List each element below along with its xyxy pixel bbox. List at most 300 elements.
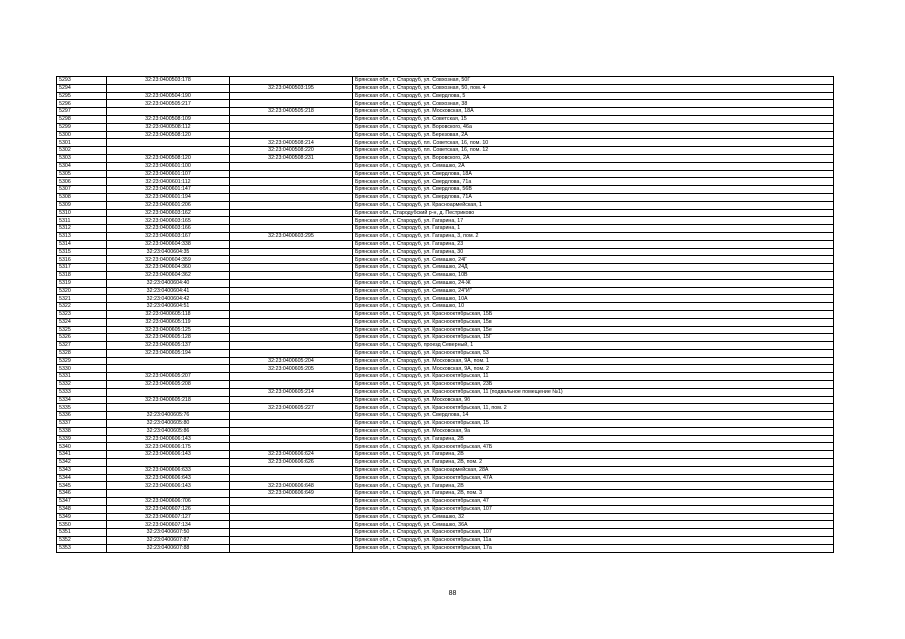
registry-table-body [57,77,834,553]
row-number-cell: 5316 [57,256,107,264]
row-number-cell: 5313 [57,232,107,240]
table-row [57,193,834,201]
row-number-cell: 5319 [57,279,107,287]
row-number-cell: 5306 [57,178,107,186]
row-number-cell: 5310 [57,209,107,217]
parcel-cadastral-number-cell [107,108,230,116]
parcel-cadastral-number-cell [107,357,230,365]
table-row [57,170,834,178]
row-number-cell: 5338 [57,427,107,435]
address-cell: Брянская обл., г. Стародуб, ул. Семашко, 2А [353,162,834,170]
address-cell: Брянская обл., г. Стародуб, проезд Северный, 1 [353,342,834,350]
address-cell: Брянская обл., г. Стародуб, ул. Гагарина, 2В, пом. 2 [353,459,834,467]
premises-cadastral-number-cell: 32:23:0400606:648 [230,482,353,490]
address-cell: Брянская обл., г. Стародуб, ул. Краснооктябрьская, 11 [353,373,834,381]
address-cell: Брянская обл., г. Стародуб, ул. Свердлова, 71а [353,178,834,186]
table-row [57,84,834,92]
address-cell: Брянская обл., г. Стародуб, ул. Краснооктябрьская, 47А [353,474,834,482]
premises-cadastral-number-cell: 32:23:0400505:218 [230,108,353,116]
parcel-cadastral-number-cell: 32:23:0400505:217 [107,100,230,108]
address-cell: Брянская обл., г. Стародуб, пл. Советская, 16, пом. 10 [353,139,834,147]
parcel-cadastral-number-cell [107,365,230,373]
table-row [57,373,834,381]
parcel-cadastral-number-cell: 32:23:0400605:119 [107,318,230,326]
parcel-cadastral-number-cell [107,147,230,155]
row-number-cell: 5331 [57,373,107,381]
premises-cadastral-number-cell [230,474,353,482]
premises-cadastral-number-cell: 32:23:0400606:649 [230,490,353,498]
premises-cadastral-number-cell [230,131,353,139]
address-cell: Брянская обл., г. Стародуб, ул. Гагарина, 2В, пом. 3 [353,490,834,498]
address-cell: Брянская обл., г. Стародуб, ул. Гагарина, 2В [353,482,834,490]
address-cell: Брянская обл., г. Стародуб, ул. Семашко, 24Д [353,264,834,272]
premises-cadastral-number-cell [230,521,353,529]
premises-cadastral-number-cell [230,537,353,545]
premises-cadastral-number-cell [230,505,353,513]
table-row [57,147,834,155]
premises-cadastral-number-cell [230,186,353,194]
premises-cadastral-number-cell [230,264,353,272]
premises-cadastral-number-cell [230,240,353,248]
address-cell: Брянская обл., г. Стародуб, ул. Совхозная, 50Г [353,77,834,85]
parcel-cadastral-number-cell: 32:23:0400603:165 [107,217,230,225]
premises-cadastral-number-cell [230,92,353,100]
premises-cadastral-number-cell [230,256,353,264]
premises-cadastral-number-cell: 32:23:0400605:204 [230,357,353,365]
parcel-cadastral-number-cell [107,388,230,396]
row-number-cell: 5318 [57,271,107,279]
row-number-cell: 5335 [57,404,107,412]
table-row [57,326,834,334]
row-number-cell: 5333 [57,388,107,396]
row-number-cell: 5341 [57,451,107,459]
premises-cadastral-number-cell [230,373,353,381]
parcel-cadastral-number-cell: 32:23:0400605:80 [107,420,230,428]
table-row [57,451,834,459]
table-row [57,482,834,490]
address-cell: Брянская обл., г. Стародуб, ул. Краснооктябрьская, 11, пом. 2 [353,404,834,412]
row-number-cell: 5304 [57,162,107,170]
table-row [57,154,834,162]
table-row [57,131,834,139]
premises-cadastral-number-cell [230,544,353,552]
row-number-cell: 5328 [57,349,107,357]
premises-cadastral-number-cell [230,420,353,428]
address-cell: Брянская обл., г. Стародуб, ул. Краснооктябрьская, 53 [353,349,834,357]
parcel-cadastral-number-cell: 32:23:0400604:338 [107,240,230,248]
premises-cadastral-number-cell [230,178,353,186]
parcel-cadastral-number-cell: 32:23:0400603:166 [107,225,230,233]
table-row [57,178,834,186]
parcel-cadastral-number-cell: 32:23:0400605:208 [107,381,230,389]
parcel-cadastral-number-cell: 32:23:0400607:127 [107,513,230,521]
row-number-cell: 5337 [57,420,107,428]
premises-cadastral-number-cell [230,123,353,131]
premises-cadastral-number-cell [230,201,353,209]
premises-cadastral-number-cell [230,225,353,233]
table-row [57,427,834,435]
table-row [57,396,834,404]
table-row [57,310,834,318]
parcel-cadastral-number-cell: 32:23:0400604:40 [107,279,230,287]
table-row [57,365,834,373]
premises-cadastral-number-cell [230,162,353,170]
table-row [57,108,834,116]
premises-cadastral-number-cell [230,77,353,85]
address-cell: Брянская обл., г. Стародуб, ул. Гагарина, 1 [353,225,834,233]
address-cell: Брянская обл., г. Стародуб, ул. Краснооктябрьская, 107 [353,529,834,537]
parcel-cadastral-number-cell: 32:23:0400508:120 [107,154,230,162]
table-row [57,505,834,513]
parcel-cadastral-number-cell: 32:23:0400604:51 [107,303,230,311]
table-row [57,271,834,279]
premises-cadastral-number-cell [230,466,353,474]
address-cell: Брянская обл., г. Стародуб, ул. Московская, 9А, пом. 2 [353,365,834,373]
row-number-cell: 5344 [57,474,107,482]
row-number-cell: 5326 [57,334,107,342]
row-number-cell: 5343 [57,466,107,474]
address-cell: Брянская обл., г. Стародуб, ул. Краснооктябрьская, 15Г [353,334,834,342]
parcel-cadastral-number-cell: 32:23:0400607:134 [107,521,230,529]
parcel-cadastral-number-cell: 32:23:0400508:120 [107,131,230,139]
premises-cadastral-number-cell [230,326,353,334]
premises-cadastral-number-cell [230,529,353,537]
table-row [57,490,834,498]
row-number-cell: 5314 [57,240,107,248]
address-cell: Брянская обл., г. Стародуб, ул. Московская, 9б [353,396,834,404]
parcel-cadastral-number-cell: 32:23:0400605:194 [107,349,230,357]
row-number-cell: 5340 [57,443,107,451]
table-row [57,443,834,451]
address-cell: Брянская обл., г. Стародуб, ул. Краснооктябрьская, 15 [353,420,834,428]
parcel-cadastral-number-cell: 32:23:0400604:362 [107,271,230,279]
premises-cadastral-number-cell [230,100,353,108]
parcel-cadastral-number-cell: 32:23:0400601:107 [107,170,230,178]
table-row [57,232,834,240]
row-number-cell: 5311 [57,217,107,225]
address-cell: Брянская обл., г. Стародуб, ул. Семашко, 10В [353,271,834,279]
row-number-cell: 5322 [57,303,107,311]
address-cell: Брянская обл., г. Стародуб, ул. Совхозная, 38 [353,100,834,108]
premises-cadastral-number-cell [230,381,353,389]
premises-cadastral-number-cell: 32:23:0400605:205 [230,365,353,373]
row-number-cell: 5317 [57,264,107,272]
row-number-cell: 5297 [57,108,107,116]
premises-cadastral-number-cell [230,310,353,318]
row-number-cell: 5336 [57,412,107,420]
row-number-cell: 5332 [57,381,107,389]
table-row [57,381,834,389]
table-row [57,201,834,209]
row-number-cell: 5349 [57,513,107,521]
row-number-cell: 5309 [57,201,107,209]
address-cell: Брянская обл., г. Стародуб, ул. Гагарина, 17 [353,217,834,225]
table-row [57,123,834,131]
parcel-cadastral-number-cell [107,490,230,498]
address-cell: Брянская обл., г. Стародуб, ул. Семашко, 24Г [353,256,834,264]
table-row [57,318,834,326]
premises-cadastral-number-cell [230,427,353,435]
row-number-cell: 5295 [57,92,107,100]
address-cell: Брянская обл., г. Стародуб, ул. Краснооктябрьская, 15е [353,326,834,334]
premises-cadastral-number-cell [230,443,353,451]
table-row [57,420,834,428]
row-number-cell: 5320 [57,287,107,295]
address-cell: Брянская обл., г. Стародуб, ул. Краснооктябрьская, 15в [353,318,834,326]
parcel-cadastral-number-cell: 32:23:0400604:360 [107,264,230,272]
table-row [57,459,834,467]
parcel-cadastral-number-cell [107,84,230,92]
row-number-cell: 5352 [57,537,107,545]
table-row [57,225,834,233]
premises-cadastral-number-cell [230,217,353,225]
premises-cadastral-number-cell: 32:23:0400508:214 [230,139,353,147]
parcel-cadastral-number-cell: 32:23:0400607:87 [107,537,230,545]
address-cell: Брянская обл., г. Стародуб, ул. Свердлова, 5 [353,92,834,100]
parcel-cadastral-number-cell: 32:23:0400605:218 [107,396,230,404]
parcel-cadastral-number-cell: 32:23:0400605:207 [107,373,230,381]
parcel-cadastral-number-cell: 32:23:0400508:109 [107,115,230,123]
parcel-cadastral-number-cell: 32:23:0400605:137 [107,342,230,350]
table-row [57,404,834,412]
row-number-cell: 5325 [57,326,107,334]
address-cell: Брянская обл., г. Стародуб, ул. Краснооктябрьская, 17а [353,544,834,552]
parcel-cadastral-number-cell: 32:23:0400606:633 [107,466,230,474]
row-number-cell: 5334 [57,396,107,404]
table-row [57,412,834,420]
parcel-cadastral-number-cell: 32:23:0400601:147 [107,186,230,194]
row-number-cell: 5353 [57,544,107,552]
premises-cadastral-number-cell: 32:23:0400508:231 [230,154,353,162]
row-number-cell: 5329 [57,357,107,365]
row-number-cell: 5324 [57,318,107,326]
row-number-cell: 5347 [57,498,107,506]
parcel-cadastral-number-cell: 32:23:0400601:194 [107,193,230,201]
address-cell: Брянская обл., г. Стародуб, ул. Гагарина, 23 [353,240,834,248]
table-row [57,279,834,287]
parcel-cadastral-number-cell: 32:23:0400607:126 [107,505,230,513]
premises-cadastral-number-cell [230,271,353,279]
row-number-cell: 5346 [57,490,107,498]
row-number-cell: 5323 [57,310,107,318]
table-row [57,466,834,474]
premises-cadastral-number-cell: 32:23:0400606:626 [230,459,353,467]
table-row [57,264,834,272]
row-number-cell: 5321 [57,295,107,303]
table-row [57,349,834,357]
address-cell: Брянская обл., г. Стародуб, ул. Гагарина, 2В [353,451,834,459]
table-row [57,388,834,396]
row-number-cell: 5330 [57,365,107,373]
premises-cadastral-number-cell [230,193,353,201]
parcel-cadastral-number-cell: 32:23:0400508:112 [107,123,230,131]
parcel-cadastral-number-cell: 32:23:0400601:112 [107,178,230,186]
table-row [57,529,834,537]
premises-cadastral-number-cell [230,498,353,506]
table-row [57,217,834,225]
address-cell: Брянская обл., г. Стародуб, ул. Совхозная, 50, пом. 4 [353,84,834,92]
parcel-cadastral-number-cell [107,404,230,412]
parcel-cadastral-number-cell: 32:23:0400504:190 [107,92,230,100]
address-cell: Брянская обл., г. Стародуб, пл. Советская, 16, пом. 12 [353,147,834,155]
row-number-cell: 5301 [57,139,107,147]
premises-cadastral-number-cell [230,279,353,287]
table-row [57,77,834,85]
address-cell: Брянская обл., г. Стародуб, ул. Московская, 9а [353,427,834,435]
parcel-cadastral-number-cell: 32:23:0400604:42 [107,295,230,303]
parcel-cadastral-number-cell: 32:23:0400606:143 [107,482,230,490]
address-cell: Брянская обл., г. Стародуб, ул. Гагарина, 3, пом. 2 [353,232,834,240]
premises-cadastral-number-cell [230,334,353,342]
premises-cadastral-number-cell [230,115,353,123]
table-row [57,357,834,365]
parcel-cadastral-number-cell: 32:23:0400605:86 [107,427,230,435]
premises-cadastral-number-cell [230,318,353,326]
row-number-cell: 5303 [57,154,107,162]
address-cell: Брянская обл., г. Стародуб, ул. Краснооктябрьская, 15Б [353,310,834,318]
premises-cadastral-number-cell: 32:23:0400605:214 [230,388,353,396]
row-number-cell: 5307 [57,186,107,194]
address-cell: Брянская обл., г. Стародуб, ул. Краснооктябрьская, 47Б [353,443,834,451]
parcel-cadastral-number-cell [107,139,230,147]
table-row [57,435,834,443]
premises-cadastral-number-cell [230,248,353,256]
table-row [57,474,834,482]
premises-cadastral-number-cell [230,209,353,217]
row-number-cell: 5293 [57,77,107,85]
address-cell: Брянская обл., г. Стародуб, ул. Красноармейская, 1 [353,201,834,209]
table-row [57,295,834,303]
address-cell: Брянская обл., г. Стародуб, ул. Московская, 18А [353,108,834,116]
page-number: 88 [448,590,457,597]
row-number-cell: 5327 [57,342,107,350]
premises-cadastral-number-cell: 32:23:0400603:295 [230,232,353,240]
address-cell: Брянская обл., г. Стародуб, ул. Краснооктябрьская, 107 [353,505,834,513]
parcel-cadastral-number-cell: 32:23:0400606:706 [107,498,230,506]
premises-cadastral-number-cell [230,295,353,303]
address-cell: Брянская обл., г. Стародуб, ул. Семашко, 24-Ж [353,279,834,287]
address-cell: Брянская обл., г. Стародуб, ул. Березовая, 2А [353,131,834,139]
table-row [57,139,834,147]
table-row [57,162,834,170]
table-row [57,287,834,295]
parcel-cadastral-number-cell: 32:23:0400606:143 [107,451,230,459]
parcel-cadastral-number-cell: 32:23:0400607:50 [107,529,230,537]
table-row [57,342,834,350]
address-cell: Брянская обл., г. Стародуб, ул. Семашко, 24"И" [353,287,834,295]
row-number-cell: 5300 [57,131,107,139]
table-row [57,248,834,256]
row-number-cell: 5312 [57,225,107,233]
row-number-cell: 5345 [57,482,107,490]
row-number-cell: 5298 [57,115,107,123]
parcel-cadastral-number-cell [107,459,230,467]
address-cell: Брянская обл., г. Стародуб, ул. Краснооктябрьская, 47 [353,498,834,506]
table-row [57,334,834,342]
parcel-cadastral-number-cell: 32:23:0400605:125 [107,326,230,334]
address-cell: Брянская обл., Стародубский р-н, д. Пестриково [353,209,834,217]
table-row [57,537,834,545]
premises-cadastral-number-cell [230,342,353,350]
parcel-cadastral-number-cell: 32:23:0400606:175 [107,443,230,451]
table-row [57,498,834,506]
premises-cadastral-number-cell: 32:23:0400606:624 [230,451,353,459]
premises-cadastral-number-cell [230,349,353,357]
table-row [57,209,834,217]
parcel-cadastral-number-cell: 32:23:0400607:88 [107,544,230,552]
premises-cadastral-number-cell [230,396,353,404]
parcel-cadastral-number-cell: 32:23:0400601:206 [107,201,230,209]
registry-table [56,76,834,553]
table-row [57,256,834,264]
parcel-cadastral-number-cell: 32:23:0400601:100 [107,162,230,170]
address-cell: Брянская обл., г. Стародуб, ул. Свердлова, 18А [353,170,834,178]
parcel-cadastral-number-cell: 32:23:0400605:76 [107,412,230,420]
row-number-cell: 5350 [57,521,107,529]
table-row [57,513,834,521]
table-row [57,186,834,194]
address-cell: Брянская обл., г. Стародуб, ул. Семашко, 10 [353,303,834,311]
address-cell: Брянская обл., г. Стародуб, ул. Московская, 9А, пом. 1 [353,357,834,365]
table-row [57,240,834,248]
parcel-cadastral-number-cell: 32:23:0400604:359 [107,256,230,264]
row-number-cell: 5348 [57,505,107,513]
address-cell: Брянская обл., г. Стародуб, ул. Красноармейская, 28А [353,466,834,474]
address-cell: Брянская обл., г. Стародуб, ул. Краснооктябрьская, 11а [353,537,834,545]
premises-cadastral-number-cell [230,513,353,521]
parcel-cadastral-number-cell: 32:23:0400603:167 [107,232,230,240]
premises-cadastral-number-cell [230,287,353,295]
row-number-cell: 5339 [57,435,107,443]
row-number-cell: 5302 [57,147,107,155]
premises-cadastral-number-cell: 32:23:0400508:220 [230,147,353,155]
row-number-cell: 5305 [57,170,107,178]
parcel-cadastral-number-cell: 32:23:0400604:41 [107,287,230,295]
table-row [57,303,834,311]
address-cell: Брянская обл., г. Стародуб, ул. Свердлова, 14 [353,412,834,420]
table-row [57,100,834,108]
address-cell: Брянская обл., г. Стародуб, ул. Гагарина, 30 [353,248,834,256]
parcel-cadastral-number-cell: 32:23:0400605:128 [107,334,230,342]
table-row [57,521,834,529]
parcel-cadastral-number-cell: 32:23:0400605:118 [107,310,230,318]
address-cell: Брянская обл., г. Стародуб, ул. Гагарина, 2В [353,435,834,443]
address-cell: Брянская обл., г. Стародуб, ул. Воровского, 46а [353,123,834,131]
address-cell: Брянская обл., г. Стародуб, ул. Семашко, 36А [353,521,834,529]
parcel-cadastral-number-cell: 32:23:0400606:143 [107,435,230,443]
address-cell: Брянская обл., г. Стародуб, ул. Краснооктябрьская, 23Б [353,381,834,389]
parcel-cadastral-number-cell: 32:23:0400603:162 [107,209,230,217]
premises-cadastral-number-cell: 32:23:0400503:195 [230,84,353,92]
premises-cadastral-number-cell: 32:23:0400605:227 [230,404,353,412]
address-cell: Брянская обл., г. Стародуб, ул. Семашко, 10А [353,295,834,303]
parcel-cadastral-number-cell: 32:23:0400503:178 [107,77,230,85]
premises-cadastral-number-cell [230,412,353,420]
row-number-cell: 5299 [57,123,107,131]
row-number-cell: 5294 [57,84,107,92]
row-number-cell: 5296 [57,100,107,108]
table-row [57,92,834,100]
address-cell: Брянская обл., г. Стародуб, ул. Семашко, 32 [353,513,834,521]
parcel-cadastral-number-cell: 32:23:0400604:35 [107,248,230,256]
premises-cadastral-number-cell [230,303,353,311]
row-number-cell: 5351 [57,529,107,537]
premises-cadastral-number-cell [230,170,353,178]
address-cell: Брянская обл., г. Стародуб, ул. Советская, 15 [353,115,834,123]
address-cell: Брянская обл., г. Стародуб, ул. Краснооктябрьская, 11 (подвальное помещение №1) [353,388,834,396]
address-cell: Брянская обл., г. Стародуб, ул. Свердлова, 71А [353,193,834,201]
row-number-cell: 5315 [57,248,107,256]
